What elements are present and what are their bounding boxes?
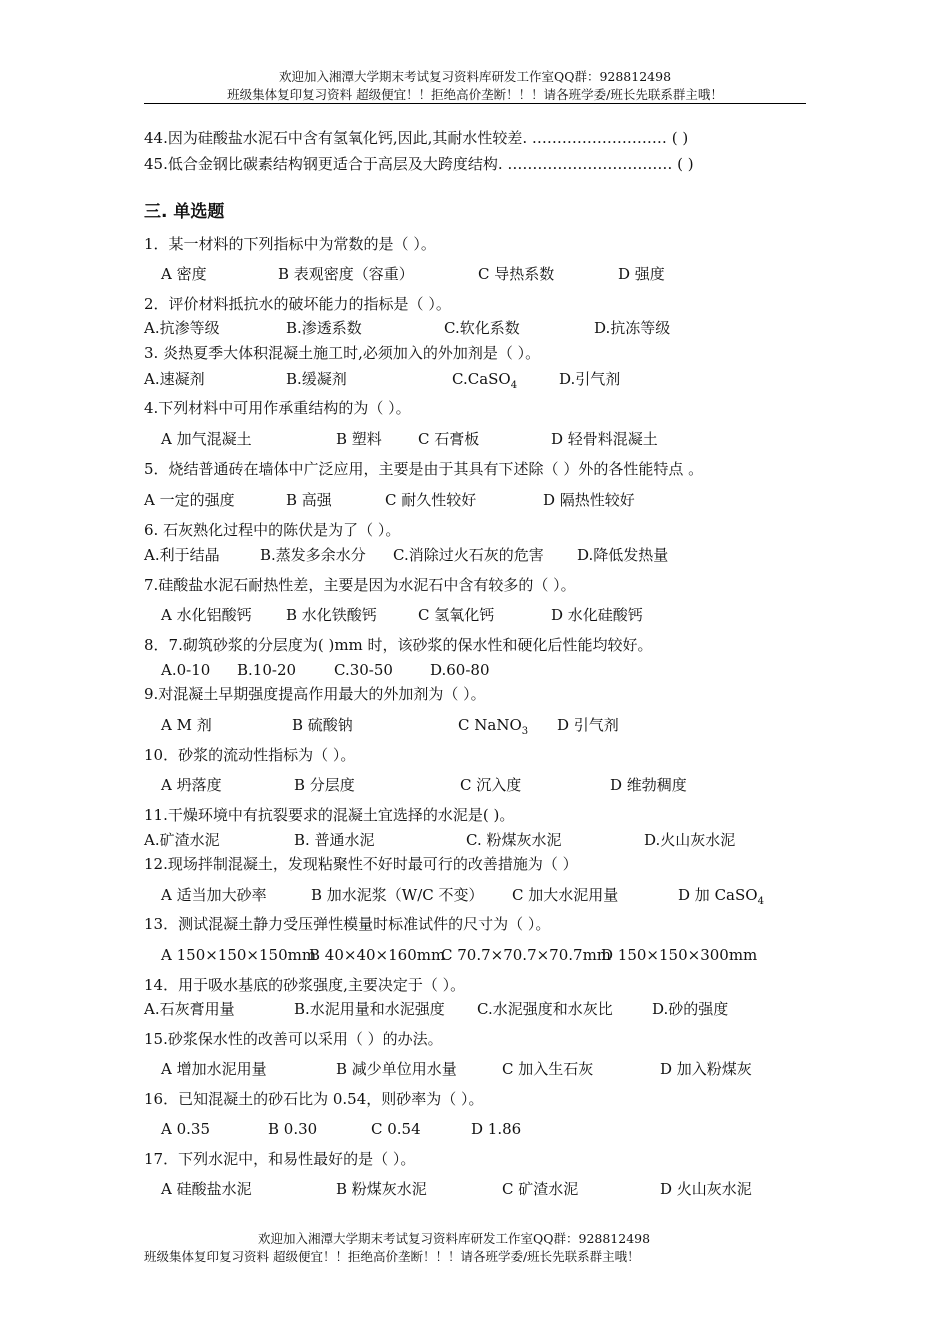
question-17-option-b: B 粉煤灰水泥 xyxy=(336,1180,427,1198)
question-11-option-a: A.矿渣水泥 xyxy=(144,831,220,849)
question-14-option-c: C.水泥强度和水灰比 xyxy=(477,1000,613,1018)
question-3-option-d: D.引气剂 xyxy=(559,370,621,388)
question-1-option-b: B 表观密度（容重） xyxy=(278,265,414,283)
question-13-option-d: D 150×150×300mm xyxy=(601,946,758,964)
question-13-option-a: A 150×150×150mm xyxy=(161,946,317,964)
question-3-stem: 3. 炎热夏季大体积混凝土施工时,必须加入的外加剂是（ ）。 xyxy=(144,344,541,362)
judge-item-44: 44.因为硅酸盐水泥石中含有氢氧化钙,因此,其耐水性较差. ……………………… ( ) xyxy=(144,129,689,147)
question-12-option-b: B 加水泥浆（W/C 不变） xyxy=(311,886,484,904)
question-15-option-b: B 减少单位用水量 xyxy=(336,1060,457,1078)
question-12-option-d xyxy=(678,885,764,912)
question-4-option-d: D 轻骨料混凝土 xyxy=(551,430,658,448)
question-2-option-a: A.抗渗等级 xyxy=(144,319,220,337)
question-2-option-b: B.渗透系数 xyxy=(286,319,362,337)
question-9-stem: 9.对混凝土早期强度提高作用最大的外加剂为（ ）。 xyxy=(144,685,486,703)
footer-line-1: 欢迎加入湘潭大学期末考试复习资料库研发工作室QQ群：928812498 xyxy=(258,1231,651,1246)
question-17-stem: 17．下列水泥中，和易性最好的是（ ）。 xyxy=(144,1150,416,1168)
question-9-option-c-text: C NaNO xyxy=(458,716,522,734)
question-12-option-d-subscript: 4 xyxy=(757,896,764,907)
question-14-stem: 14．用于吸水基底的砂浆强度,主要决定于（ ）。 xyxy=(144,976,466,994)
question-6-option-a: A.利于结晶 xyxy=(144,546,220,564)
question-10-option-c: C 沉入度 xyxy=(460,776,522,794)
question-15-stem: 15.砂浆保水性的改善可以采用（ ）的办法。 xyxy=(144,1030,443,1048)
question-15-option-d: D 加入粉煤灰 xyxy=(660,1060,752,1078)
question-12-option-d-text: D 加 CaSO xyxy=(678,886,758,904)
question-3-option-b: B.缓凝剂 xyxy=(286,370,347,388)
question-5-option-c: C 耐久性较好 xyxy=(385,491,477,509)
question-8-option-c: C.30-50 xyxy=(334,661,393,679)
question-6-option-b: B.蒸发多余水分 xyxy=(260,546,366,564)
question-2-option-d: D.抗冻等级 xyxy=(594,319,671,337)
question-15-option-a: A 增加水泥用量 xyxy=(161,1060,267,1078)
question-1-option-a: A 密度 xyxy=(161,265,207,283)
question-10-option-d: D 维勃稠度 xyxy=(610,776,687,794)
question-16-stem: 16．已知混凝土的砂石比为 0.54，则砂率为（ ）。 xyxy=(144,1090,484,1108)
question-13-option-c: C 70.7×70.7×70.7mm xyxy=(441,946,612,964)
question-11-option-c: C. 粉煤灰水泥 xyxy=(466,831,562,849)
question-11-option-d: D.火山灰水泥 xyxy=(644,831,736,849)
question-6-stem: 6. 石灰熟化过程中的陈伏是为了（ ）。 xyxy=(144,521,401,539)
question-9-option-b: B 硫酸钠 xyxy=(292,716,353,734)
question-10-stem: 10．砂浆的流动性指标为（ ）。 xyxy=(144,746,356,764)
question-5-stem: 5．烧结普通砖在墙体中广泛应用，主要是由于其具有下述除（ ）外的各性能特点 。 xyxy=(144,460,704,478)
question-5-option-d: D 隔热性较好 xyxy=(543,491,635,509)
question-5-option-b: B 高强 xyxy=(286,491,332,509)
question-7-option-c: C 氢氧化钙 xyxy=(418,606,495,624)
question-9-option-a: A M 剂 xyxy=(161,716,212,734)
question-5-option-a: A 一定的强度 xyxy=(144,491,235,509)
question-16-option-d: D 1.86 xyxy=(471,1120,522,1138)
question-12-option-a: A 适当加大砂率 xyxy=(161,886,267,904)
question-9-option-d: D 引气剂 xyxy=(557,716,619,734)
question-6-option-d: D.降低发热量 xyxy=(577,546,669,564)
question-2-option-c: C.软化系数 xyxy=(444,319,520,337)
question-14-option-a: A.石灰膏用量 xyxy=(144,1000,235,1018)
question-1-stem: 1．某一材料的下列指标中为常数的是（ ）。 xyxy=(144,235,436,253)
header-line-1: 欢迎加入湘潭大学期末考试复习资料库研发工作室QQ群：928812498 xyxy=(278,69,672,84)
question-8-option-a: A.0-10 xyxy=(161,661,211,679)
header-line-2: 班级集体复印复习资料 超级便宜！！拒绝高价垄断！！！请各班学委/班长先联系群主哦！ xyxy=(227,87,723,102)
question-12-option-c: C 加大水泥用量 xyxy=(512,886,619,904)
section-title: 三. 单选题 xyxy=(144,202,225,222)
question-7-option-b: B 水化铁酸钙 xyxy=(286,606,377,624)
question-10-option-a: A 坍落度 xyxy=(161,776,222,794)
question-11-stem: 11.干燥环境中有抗裂要求的混凝土宜选择的水泥是( )。 xyxy=(144,806,515,824)
question-4-stem: 4.下列材料中可用作承重结构的为（ ）。 xyxy=(144,399,411,417)
question-7-option-a: A 水化铝酸钙 xyxy=(161,606,252,624)
footer-line-2: 班级集体复印复习资料 超级便宜！！拒绝高价垄断！！！请各班学委/班长先联系群主哦！ xyxy=(144,1249,640,1264)
question-15-option-c: C 加入生石灰 xyxy=(502,1060,594,1078)
question-16-option-c: C 0.54 xyxy=(371,1120,421,1138)
question-1-option-c: C 导热系数 xyxy=(478,265,555,283)
question-17-option-c: C 矿渣水泥 xyxy=(502,1180,579,1198)
question-12-stem: 12.现场拌制混凝土，发现粘聚性不好时最可行的改善措施为（ ） xyxy=(144,855,578,873)
page-header xyxy=(144,68,806,104)
question-7-stem: 7.硅酸盐水泥石耐热性差，主要是因为水泥石中含有较多的（ ）。 xyxy=(144,576,576,594)
judge-item-45: 45.低合金钢比碳素结构钢更适合于高层及大跨度结构. …………………………… ( ) xyxy=(144,155,694,173)
question-8-option-b: B.10-20 xyxy=(237,661,297,679)
question-4-option-c: C 石膏板 xyxy=(418,430,480,448)
question-2-stem: 2．评价材料抵抗水的破坏能力的指标是（ ）。 xyxy=(144,295,451,313)
question-1-option-d: D 强度 xyxy=(618,265,665,283)
question-16-option-a: A 0.35 xyxy=(161,1120,210,1138)
question-16-option-b: B 0.30 xyxy=(268,1120,318,1138)
question-9-option-c-subscript: 3 xyxy=(521,726,529,737)
question-8-stem: 8．7.砌筑砂浆的分层度为( )mm 时，该砂浆的保水性和硬化后性能均较好。 xyxy=(144,636,653,654)
question-4-option-b: B 塑料 xyxy=(336,430,382,448)
question-7-option-d: D 水化硅酸钙 xyxy=(551,606,643,624)
question-10-option-b: B 分层度 xyxy=(294,776,355,794)
question-8-option-d: D.60-80 xyxy=(430,661,490,679)
question-3-option-c-subscript: 4 xyxy=(510,380,518,391)
header-divider xyxy=(144,103,806,104)
question-14-option-b: B.水泥用量和水泥强度 xyxy=(294,1000,445,1018)
question-17-option-a: A 硅酸盐水泥 xyxy=(161,1180,252,1198)
question-6-option-c: C.消除过火石灰的危害 xyxy=(393,546,544,564)
question-3-option-c xyxy=(452,369,517,396)
question-14-option-d: D.砂的强度 xyxy=(652,1000,729,1018)
question-13-stem: 13．测试混凝土静力受压弹性模量时标准试件的尺寸为（ ）。 xyxy=(144,915,551,933)
question-11-option-b: B. 普通水泥 xyxy=(294,831,375,849)
question-3-option-c-text: C.CaSO xyxy=(452,370,511,388)
question-3-option-a: A.速凝剂 xyxy=(144,370,205,388)
question-17-option-d: D 火山灰水泥 xyxy=(660,1180,752,1198)
question-4-option-a: A 加气混凝土 xyxy=(161,430,252,448)
question-13-option-b: B 40×40×160mm xyxy=(309,946,446,964)
question-9-option-c xyxy=(458,715,528,742)
